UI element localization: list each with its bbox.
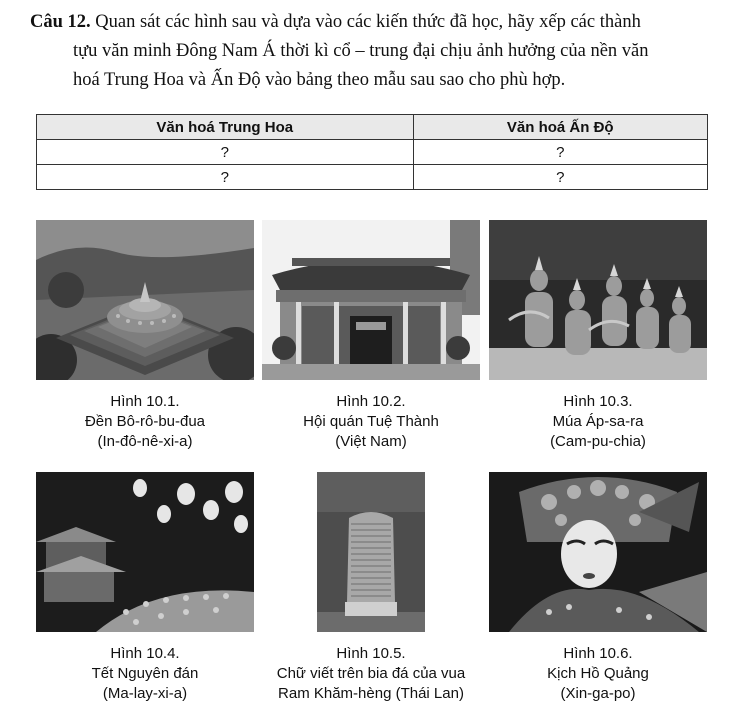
figure-caption <box>251 392 491 452</box>
figure-caption <box>478 644 718 704</box>
figure-title: Tết Nguyên đán <box>91 665 199 682</box>
table-cell: ? <box>37 165 414 190</box>
figure-place: (In-đô-nê-xi-a) <box>97 433 193 450</box>
figure-caption <box>478 392 718 452</box>
figure-place: (Cam-pu-chia) <box>550 433 646 450</box>
apsara-dance-photo <box>489 220 707 380</box>
figure-title: Kịch Hồ Quảng <box>547 665 649 682</box>
header-chinese-culture: Văn hoá Trung Hoa <box>37 115 414 140</box>
figure-place: Ram Khăm-hèng (Thái Lan) <box>278 685 464 702</box>
figure-caption <box>251 644 491 704</box>
figure-title: Hội quán Tuệ Thành <box>303 413 439 430</box>
question-line-3: hoá Trung Hoa và Ấn Độ vào bảng theo mẫu sau sao cho phù hợp. <box>73 70 566 90</box>
table-row <box>37 140 708 165</box>
figure-number: Hình 10.2. <box>336 393 406 410</box>
figure-number: Hình 10.6. <box>563 645 633 662</box>
figure-title: Chữ viết trên bia đá của vua <box>276 665 466 682</box>
question-line-1: Quan sát các hình sau và dựa vào các kiến thức đã học, hãy xếp các thành <box>95 12 641 32</box>
table-cell: ? <box>413 165 707 190</box>
assembly-hall-photo <box>262 220 480 380</box>
figure-number: Hình 10.4. <box>110 645 180 662</box>
figure-title: Đền Bô-rô-bu-đua <box>84 413 206 430</box>
figure-caption <box>25 644 265 704</box>
stone-inscription-photo <box>317 472 425 632</box>
answer-table <box>36 114 708 190</box>
figure-place: (Việt Nam) <box>335 433 407 450</box>
table-row <box>37 165 708 190</box>
figure-place: (Ma-lay-xi-a) <box>102 685 188 702</box>
figure-number: Hình 10.3. <box>563 393 633 410</box>
header-indian-culture: Văn hoá Ấn Độ <box>413 115 707 140</box>
figure-number: Hình 10.5. <box>336 645 406 662</box>
figure-caption <box>25 392 265 452</box>
figure-title: Múa Áp-sa-ra <box>552 413 644 430</box>
figure-number: Hình 10.1. <box>110 393 180 410</box>
table-cell: ? <box>413 140 707 165</box>
table-cell: ? <box>37 140 414 165</box>
borobudur-photo <box>36 220 254 380</box>
question-text <box>30 8 720 95</box>
table-header-row <box>37 115 708 140</box>
opera-performer-photo <box>489 472 707 632</box>
lunar-new-year-photo <box>36 472 254 632</box>
figure-place: (Xin-ga-po) <box>560 685 636 702</box>
question-number: Câu 12. <box>30 12 91 32</box>
question-line-2: tựu văn minh Đông Nam Á thời kì cổ – trung đại chịu ảnh hưởng của nền văn <box>73 41 649 61</box>
